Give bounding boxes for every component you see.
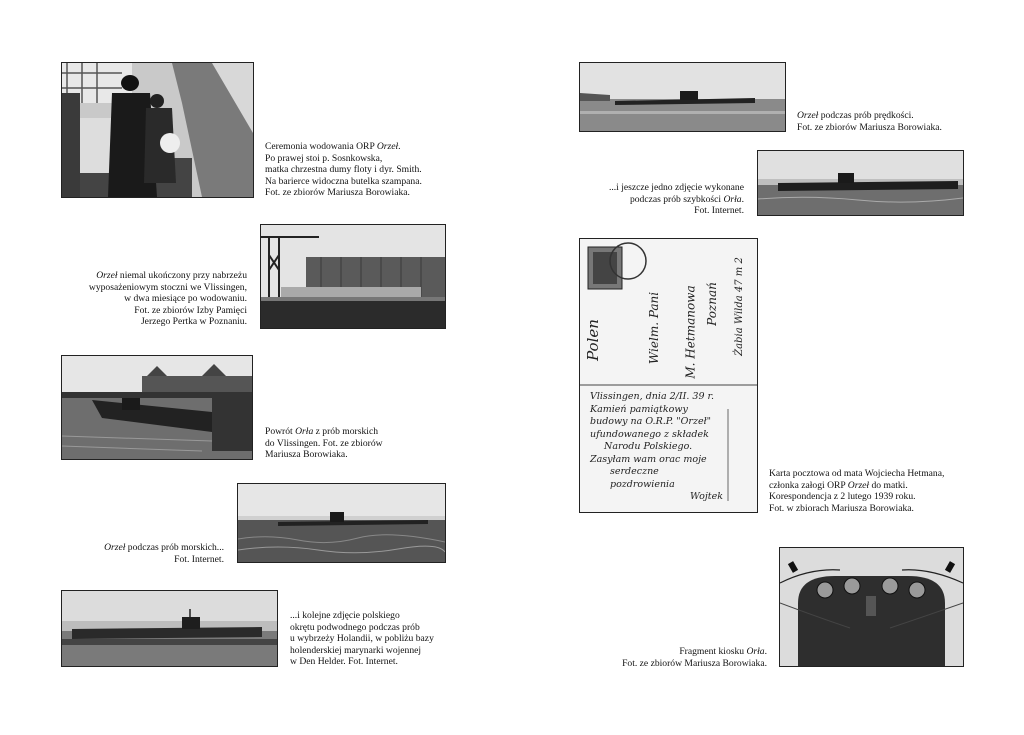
caption-den-helder: ...i kolejne zdjęcie polskiego okrętu podwodnego podczas prób u wybrzeży Holandii, w pobliżu bazy holenderskiej marynarki wojennej w Den Helder. Fot. Internet. (290, 610, 434, 668)
caption-postcard: Karta pocztowa od mata Wojciecha Hetmana, członka załogi ORP Orzeł do matki. Korespondencja z 2 lutego 1939 roku. Fot. w zbiorach Mariusza Borowiaka. (769, 468, 945, 514)
photo-return-vlissingen (61, 355, 253, 460)
photo-sea-trials (237, 483, 446, 563)
postcard-message: Vlissingen, dnia 2/II. 39 r. Kamień pamiątkowy budowy na O.R.P. "Orzeł" ufundowanego z składek Narodu Polskiego. Zasyłam wam orac moje serdeczne pozdrowienia Wojtek (590, 391, 723, 502)
photo-speed-trials (579, 62, 786, 132)
caption-unfinished: Orzeł niemal ukończony przy nabrzeżu wyposażeniowym stoczni we Vlissingen, w dwa miesiące po wodowaniu. Fot. ze zbiorów Izby Pamięci Jerzego Pertka w Poznaniu. (88, 270, 247, 328)
photo-shipyard-quay (260, 224, 446, 329)
caption-return: Powrót Orła z prób morskich do Vlissingen. Fot. ze zbiorów Mariusza Borowiaka. (265, 426, 383, 461)
postcard-line-city: Poznań (704, 282, 719, 326)
photo-postcard (579, 238, 758, 513)
postcard-line-country: Polen (583, 319, 602, 361)
caption-sea-trials: Orzeł podczas prób morskich... Fot. Internet. (104, 542, 224, 565)
postcard-line-addressee: Wielm. Pani (647, 291, 662, 365)
postcard-line-street: Żabia Wilda 47 m 2 (733, 257, 745, 356)
postcard-line-name: M. Hetmanowa (683, 285, 698, 379)
postcard-address (580, 239, 757, 379)
photo-kiosk (779, 547, 964, 667)
caption-kiosk: Fragment kiosku Orła. Fot. ze zbiorów Mariusza Borowiaka. (622, 646, 767, 669)
caption-speed-trials-2: ...i jeszcze jedno zdjęcie wykonane podczas prób szybkości Orła. Fot. Internet. (608, 182, 744, 217)
photo-speed-trials-2 (757, 150, 964, 216)
caption-launch-ceremony: Ceremonia wodowania ORP Orzeł. Po prawej stoi p. Sosnkowska, matka chrzestna dumy floty i dyr. Smith. Na barierce widoczna butelka szampana. Fot. ze zbiorów Mariusza Borowiaka. (265, 141, 422, 199)
photo-den-helder (61, 590, 278, 667)
caption-speed-trials: Orzeł podczas prób prędkości. Fot. ze zbiorów Mariusza Borowiaka. (797, 110, 942, 133)
photo-launch-ceremony (61, 62, 254, 198)
